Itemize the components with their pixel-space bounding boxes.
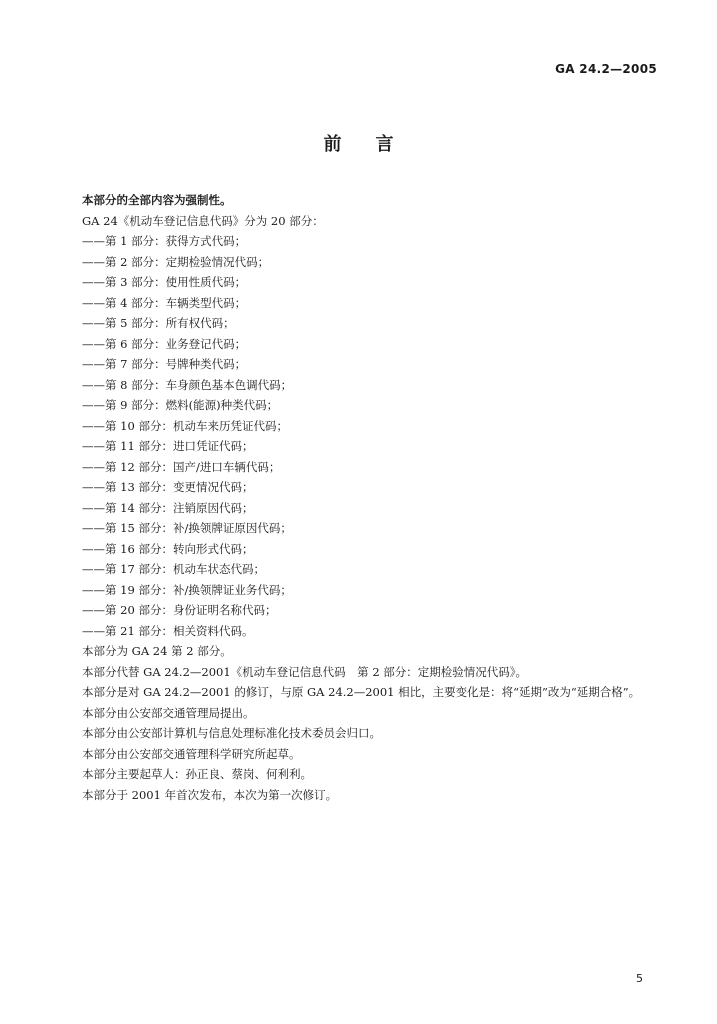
list-item: ——第 19 部分：补/换领牌证业务代码； [82,582,292,597]
parts-list [62,231,662,641]
list-item: ——第 15 部分：补/换领牌证原因代码； [82,521,292,535]
list-item: ——第 16 部分：转向形式代码； [82,541,254,556]
list-item: ——第 2 部分：定期检验情况代码； [82,254,270,269]
history-statement: 本部分于 2001 年首次发布，本次为第一次修订。 [82,787,338,802]
standard-code: GA 24.2—2005 [555,62,657,76]
list-item: ——第 17 部分：机动车状态代码； [82,562,265,576]
list-item: ——第 9 部分：燃料(能源)种类代码； [82,398,279,412]
managed-by-statement: 本部分由公安部计算机与信息处理标准化技术委员会归口。 [82,726,381,740]
mandatory-note: 本部分的全部内容为强制性。 [82,193,232,207]
list-item: ——第 21 部分：相关资料代码。 [82,623,254,638]
drafted-by-statement: 本部分由公安部交通管理科学研究所起草。 [82,746,301,761]
page-title: 前言 [323,134,428,155]
list-item: ——第 6 部分：业务登记代码； [82,336,247,351]
drafters-statement: 本部分主要起草人：孙正良、蔡岗、何利利。 [82,767,312,781]
foreword-body [62,190,662,805]
list-item: ——第 20 部分：身份证明名称代码； [82,603,277,617]
page-number: 5 [636,972,643,985]
list-item: ——第 4 部分：车辆类型代码； [82,295,247,310]
proposed-by-statement: 本部分由公安部交通管理局提出。 [82,705,255,720]
list-item: ——第 1 部分：获得方式代码； [82,234,247,248]
list-item: ——第 11 部分：进口凭证代码； [82,439,254,453]
list-item: ——第 10 部分：机动车来历凭证代码； [82,418,288,433]
list-item: ——第 7 部分：号牌种类代码； [82,357,247,371]
list-item: ——第 13 部分：变更情况代码； [82,480,254,494]
list-item: ——第 14 部分：注销原因代码； [82,500,254,515]
replaces-statement: 本部分代替 GA 24.2—2001《机动车登记信息代码 第 2 部分：定期检验情况代码》。 [82,664,528,679]
list-item: ——第 5 部分：所有权代码； [82,316,235,330]
revision-statement: 本部分是对 GA 24.2—2001 的修订，与原 GA 24.2—2001 相比，主要变化是：将“延期”改为“延期合格”。 [82,685,641,699]
list-item: ——第 3 部分：使用性质代码； [82,275,247,289]
parts-summary: GA 24《机动车登记信息代码》分为 20 部分： [82,213,324,228]
list-item: ——第 12 部分：国产/进口车辆代码； [82,459,281,474]
list-item: ——第 8 部分：车身颜色基本色调代码； [82,377,293,392]
part-of-statement: 本部分为 GA 24 第 2 部分。 [82,644,232,658]
